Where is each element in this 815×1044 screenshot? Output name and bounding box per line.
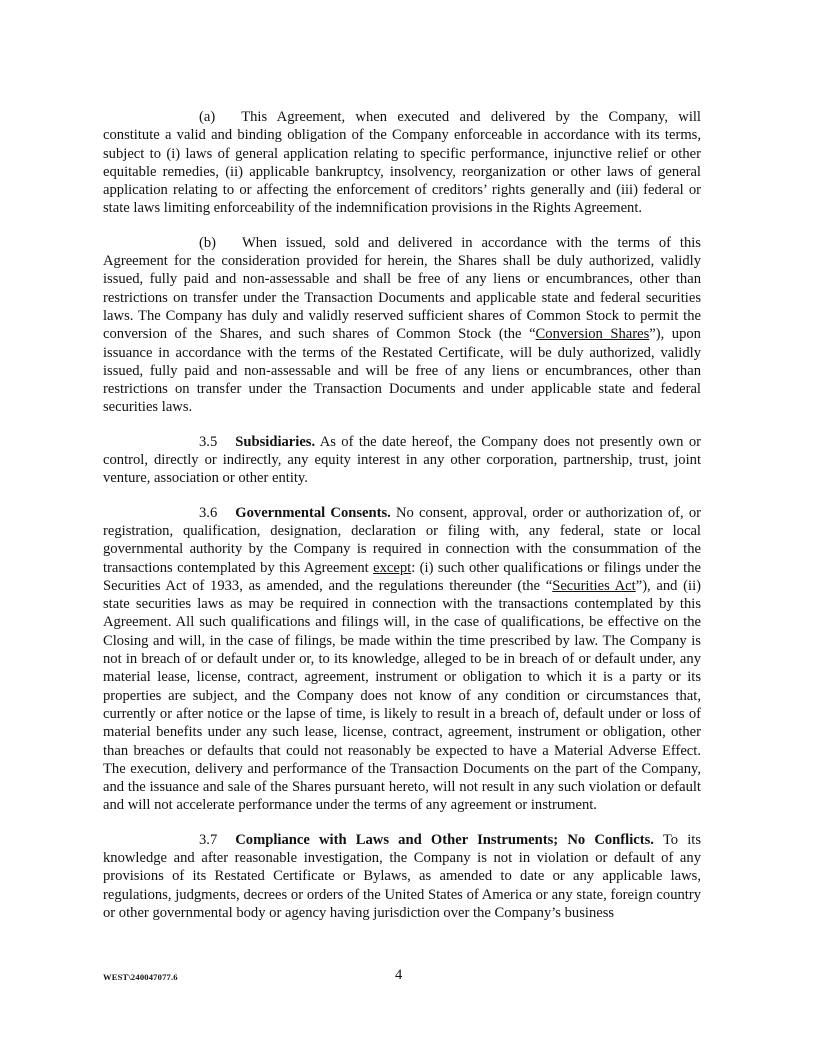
section-3-5 bbox=[103, 433, 701, 488]
section-3-6-heading: Governmental Consents. bbox=[235, 504, 391, 521]
section-3-6-number: 3.6 bbox=[199, 504, 218, 521]
section-3-7-number: 3.7 bbox=[199, 831, 218, 848]
section-3-7 bbox=[103, 831, 701, 922]
section-3-7-heading: Compliance with Laws and Other Instruments; No Conflicts. bbox=[235, 831, 654, 848]
paragraph-b bbox=[103, 234, 701, 417]
section-3-6-text-2: : (i) such other qualifications or filings under the Securities Act of 1933, as amended, and the regulations thereunder (the “ bbox=[103, 559, 701, 594]
section-3-5-number: 3.5 bbox=[199, 433, 218, 450]
page-number: 4 bbox=[395, 967, 403, 983]
paragraph-b-label: (b) bbox=[199, 234, 217, 251]
conversion-shares-term: Conversion Shares bbox=[535, 326, 650, 343]
section-3-5-text: As of the date hereof, the Company does not presently own or control, directly or indirectly, any equity interest in any other corporation, partnership, trust, joint venture, association or other entity. bbox=[103, 433, 701, 487]
securities-act-term: Securities Act bbox=[552, 577, 636, 594]
paragraph-b-text-1: When issued, sold and delivered in accordance with the terms of this Agreement for the consideration provided for herein, the Shares shall be duly authorized, validly issued, fully paid and non-assessable and shall be free of any liens or encumbrances, other than restrictions on transfer under the Transaction Documents and applicable state and federal securities laws. The Company has duly and validly reserved sufficient shares of Common Stock to permit the conversion of the Shares, and such shares of Common Stock (the “ bbox=[103, 234, 701, 343]
except-term: except bbox=[373, 559, 412, 576]
section-3-6-text-1: No consent, approval, order or authorization of, or registration, qualification, designation, declaration or filing with, any federal, state or local governmental authority by the Company is required in connection with the consummation of the transactions contemplated by this Agreement bbox=[103, 504, 701, 576]
section-3-5-heading: Subsidiaries. bbox=[235, 433, 316, 450]
document-id-footer: WEST\240047077.6 bbox=[103, 972, 178, 982]
section-3-6 bbox=[103, 504, 701, 815]
paragraph-b-text-2: ”), upon issuance in accordance with the terms of the Restated Certificate, will be duly authorized, validly issued, fully paid and non-assessable and will be free of any liens or encumbrances, other than restrictions on transfer under the Transaction Documents and under applicable state and federal securities laws. bbox=[103, 326, 701, 416]
paragraph-a-label: (a) bbox=[199, 109, 216, 125]
paragraph-a bbox=[103, 108, 701, 218]
section-3-6-text-3: ”), and (ii) state securities laws as may be required in connection with the transactions contemplated by this Agreement. All such qualifications and filings will, in the case of qualifications, be effective on the Closing and will, in the case of filings, be made within the time prescribed by law. The Company is not in breach of or default under or, to its knowledge, alleged to be in breach of or default under, any material lease, license, contract, agreement, instrument or obligation to which it is a party or its properties are subject, and the Company does not know of any condition or circumstances that, currently or after notice or the lapse of time, is likely to result in a breach of, default under or loss of material benefits under any such lease, license, contract, agreement, instrument or obligation, other than breaches or defaults that could not reasonably be expected to have a Material Adverse Effect. The execution, delivery and performance of the Transaction Documents on the part of the Company, and the issuance and sale of the Shares pursuant hereto, will not result in any such violation or default and will not accelerate performance under the terms of any agreement or instrument. bbox=[103, 577, 701, 814]
section-3-7-text: To its knowledge and after reasonable investigation, the Company is not in violation or default of any provisions of its Restated Certificate or Bylaws, as amended to date or any applicable laws, regulations, judgments, decrees or orders of the United States of America or any state, foreign country or other governmental body or agency having jurisdiction over the Company’s business bbox=[103, 831, 702, 921]
paragraph-a-text: This Agreement, when executed and delivered by the Company, will constitute a valid and binding obligation of the Company enforceable in accordance with its terms, subject to (i) laws of general application relating to specific performance, injunctive relief or other equitable remedies, (ii) applicable bankruptcy, insolvency, reorganization or other laws of general application relating to or affecting the enforcement of creditors’ rights generally and (iii) federal or state laws limiting enforceability of the indemnification provisions in the Rights Agreement. bbox=[103, 109, 701, 217]
document-body bbox=[103, 108, 701, 938]
